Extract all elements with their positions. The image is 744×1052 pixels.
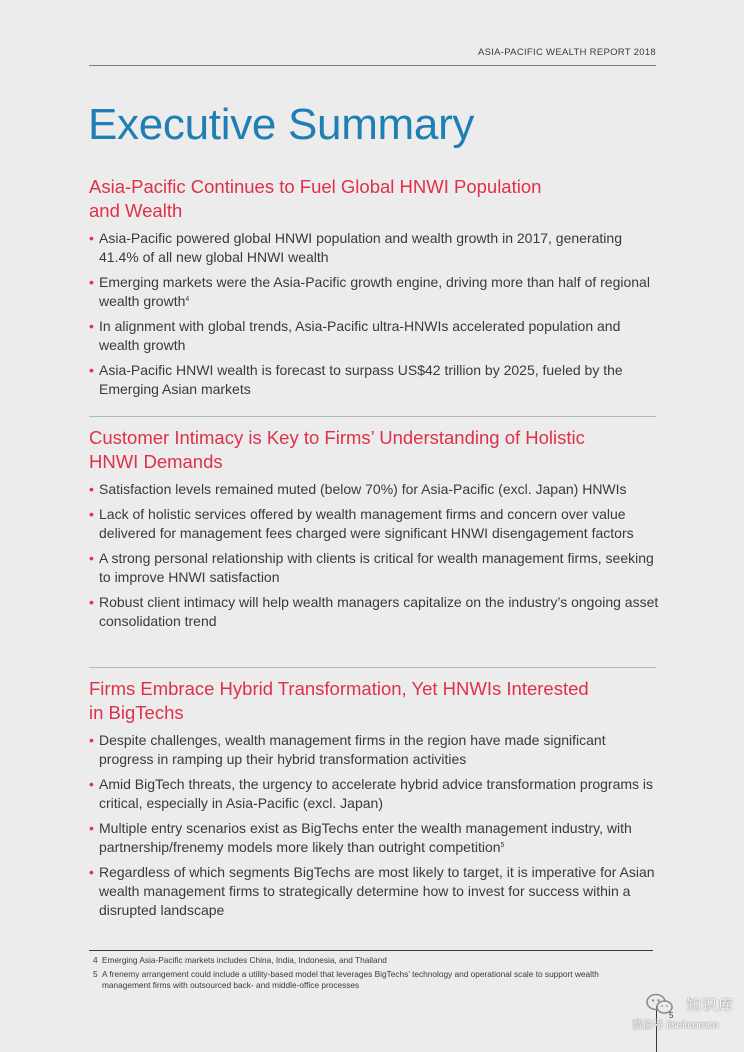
footnote-text: A frenemy arrangement could include a utility-based model that leverages BigTechs’ technology and operational scale to support wealth management firms with outsourced back- and middle-office processes [102,969,599,990]
list-item [89,273,659,311]
section-heading-line: Customer Intimacy is Key to Firms’ Understanding of Holistic [89,427,585,448]
bullet-list [89,229,659,399]
bullet-text: Satisfaction levels remained muted (below 70%) for Asia-Pacific (excl. Japan) HNWIs [99,481,627,497]
bullet-list [89,480,659,631]
bullet-text: Emerging markets were the Asia-Pacific growth engine, driving more than half of regional wealth growth [99,274,650,309]
section-heading-line: Firms Embrace Hybrid Transformation, Yet HNWIs Interested [89,678,589,699]
bullet-text: A strong personal relationship with clients is critical for wealth management firms, seeking to improve HNWI satisfaction [99,550,654,585]
footnote-text: Emerging Asia-Pacific markets includes China, India, Indonesia, and Thailand [102,955,387,965]
footnote-rule [89,950,653,951]
page-title: Executive Summary [88,100,475,149]
section-apac-growth [89,175,659,405]
bullet-icon: • [89,481,94,497]
bullet-icon: • [89,550,94,566]
bullet-icon: • [89,594,94,610]
footnote [93,955,633,966]
watermark-brand: 知识库 [686,997,735,1014]
bullet-text: Lack of holistic services offered by wealth management firms and concern over value delivered for management fees charged were significant HNWI disengagement factors [99,506,634,541]
list-item [89,505,659,543]
section-heading [89,426,659,474]
section-heading [89,175,659,223]
list-item [89,480,659,499]
bullet-icon: • [89,274,94,290]
footnote-number: 4 [93,955,98,965]
list-item [89,593,659,631]
section-heading-line: HNWI Demands [89,451,223,472]
list-item [89,863,659,920]
footnote-number: 5 [93,969,98,979]
bullet-text: Robust client intimacy will help wealth managers capitalize on the industry’s ongoing asset consolidation trend [99,594,659,629]
bullet-icon: • [89,864,94,880]
wechat-icon [646,992,674,1016]
section-customer-intimacy [89,426,659,637]
bullet-icon: • [89,820,94,836]
report-header: ASIA-PACIFIC WEALTH REPORT 2018 [477,47,656,58]
header-rule [89,65,656,66]
section-hybrid-transformation [89,677,659,926]
section-heading-line: and Wealth [89,200,183,221]
section-heading-line: in BigTechs [89,702,184,723]
bullet-text: Despite challenges, wealth management firms in the region have made significant progress in ramping up their hybrid transformation activities [99,732,606,767]
list-item [89,229,659,267]
bullet-list [89,731,659,920]
bullet-text: In alignment with global trends, Asia-Pacific ultra-HNWIs accelerated population and wealth growth [99,318,621,353]
footnote-ref: 5 [500,842,505,849]
list-item [89,819,659,857]
bullet-icon: • [89,318,94,334]
footnote [93,969,633,991]
list-item [89,361,659,399]
bullet-text: Asia-Pacific HNWI wealth is forecast to surpass US$42 trillion by 2025, fueled by the Emerging Asian markets [99,362,623,397]
bullet-text: Regardless of which segments BigTechs are most likely to target, it is imperative for Asian wealth management firms to strategically determine how to invest for success within a disrupted landscape [99,864,655,918]
list-item [89,731,659,769]
list-item [89,317,659,355]
section-divider [89,667,656,668]
watermark [632,990,742,1034]
bullet-icon: • [89,230,94,246]
bullet-icon: • [89,732,94,748]
bullet-icon: • [89,362,94,378]
bullet-text: Amid BigTech threats, the urgency to accelerate hybrid advice transformation programs is critical, especially in Asia-Pacific (excl. Japan) [99,776,654,811]
watermark-account: 微信号 iiseitcomcn [632,1019,719,1031]
section-divider [89,416,656,417]
bullet-text: Multiple entry scenarios exist as BigTechs enter the wealth management industry, with partnership/frenemy models more likely than outright competition [99,820,632,855]
bullet-text: Asia-Pacific powered global HNWI population and wealth growth in 2017, generating 41.4% of all new global HNWI wealth [99,230,622,265]
bullet-icon: • [89,506,94,522]
section-heading [89,677,659,725]
list-item [89,775,659,813]
page-number: 5 [669,1011,674,1020]
list-item [89,549,659,587]
section-heading-line: Asia-Pacific Continues to Fuel Global HNWI Population [89,176,542,197]
bullet-icon: • [89,776,94,792]
footnote-ref: 4 [185,296,190,303]
